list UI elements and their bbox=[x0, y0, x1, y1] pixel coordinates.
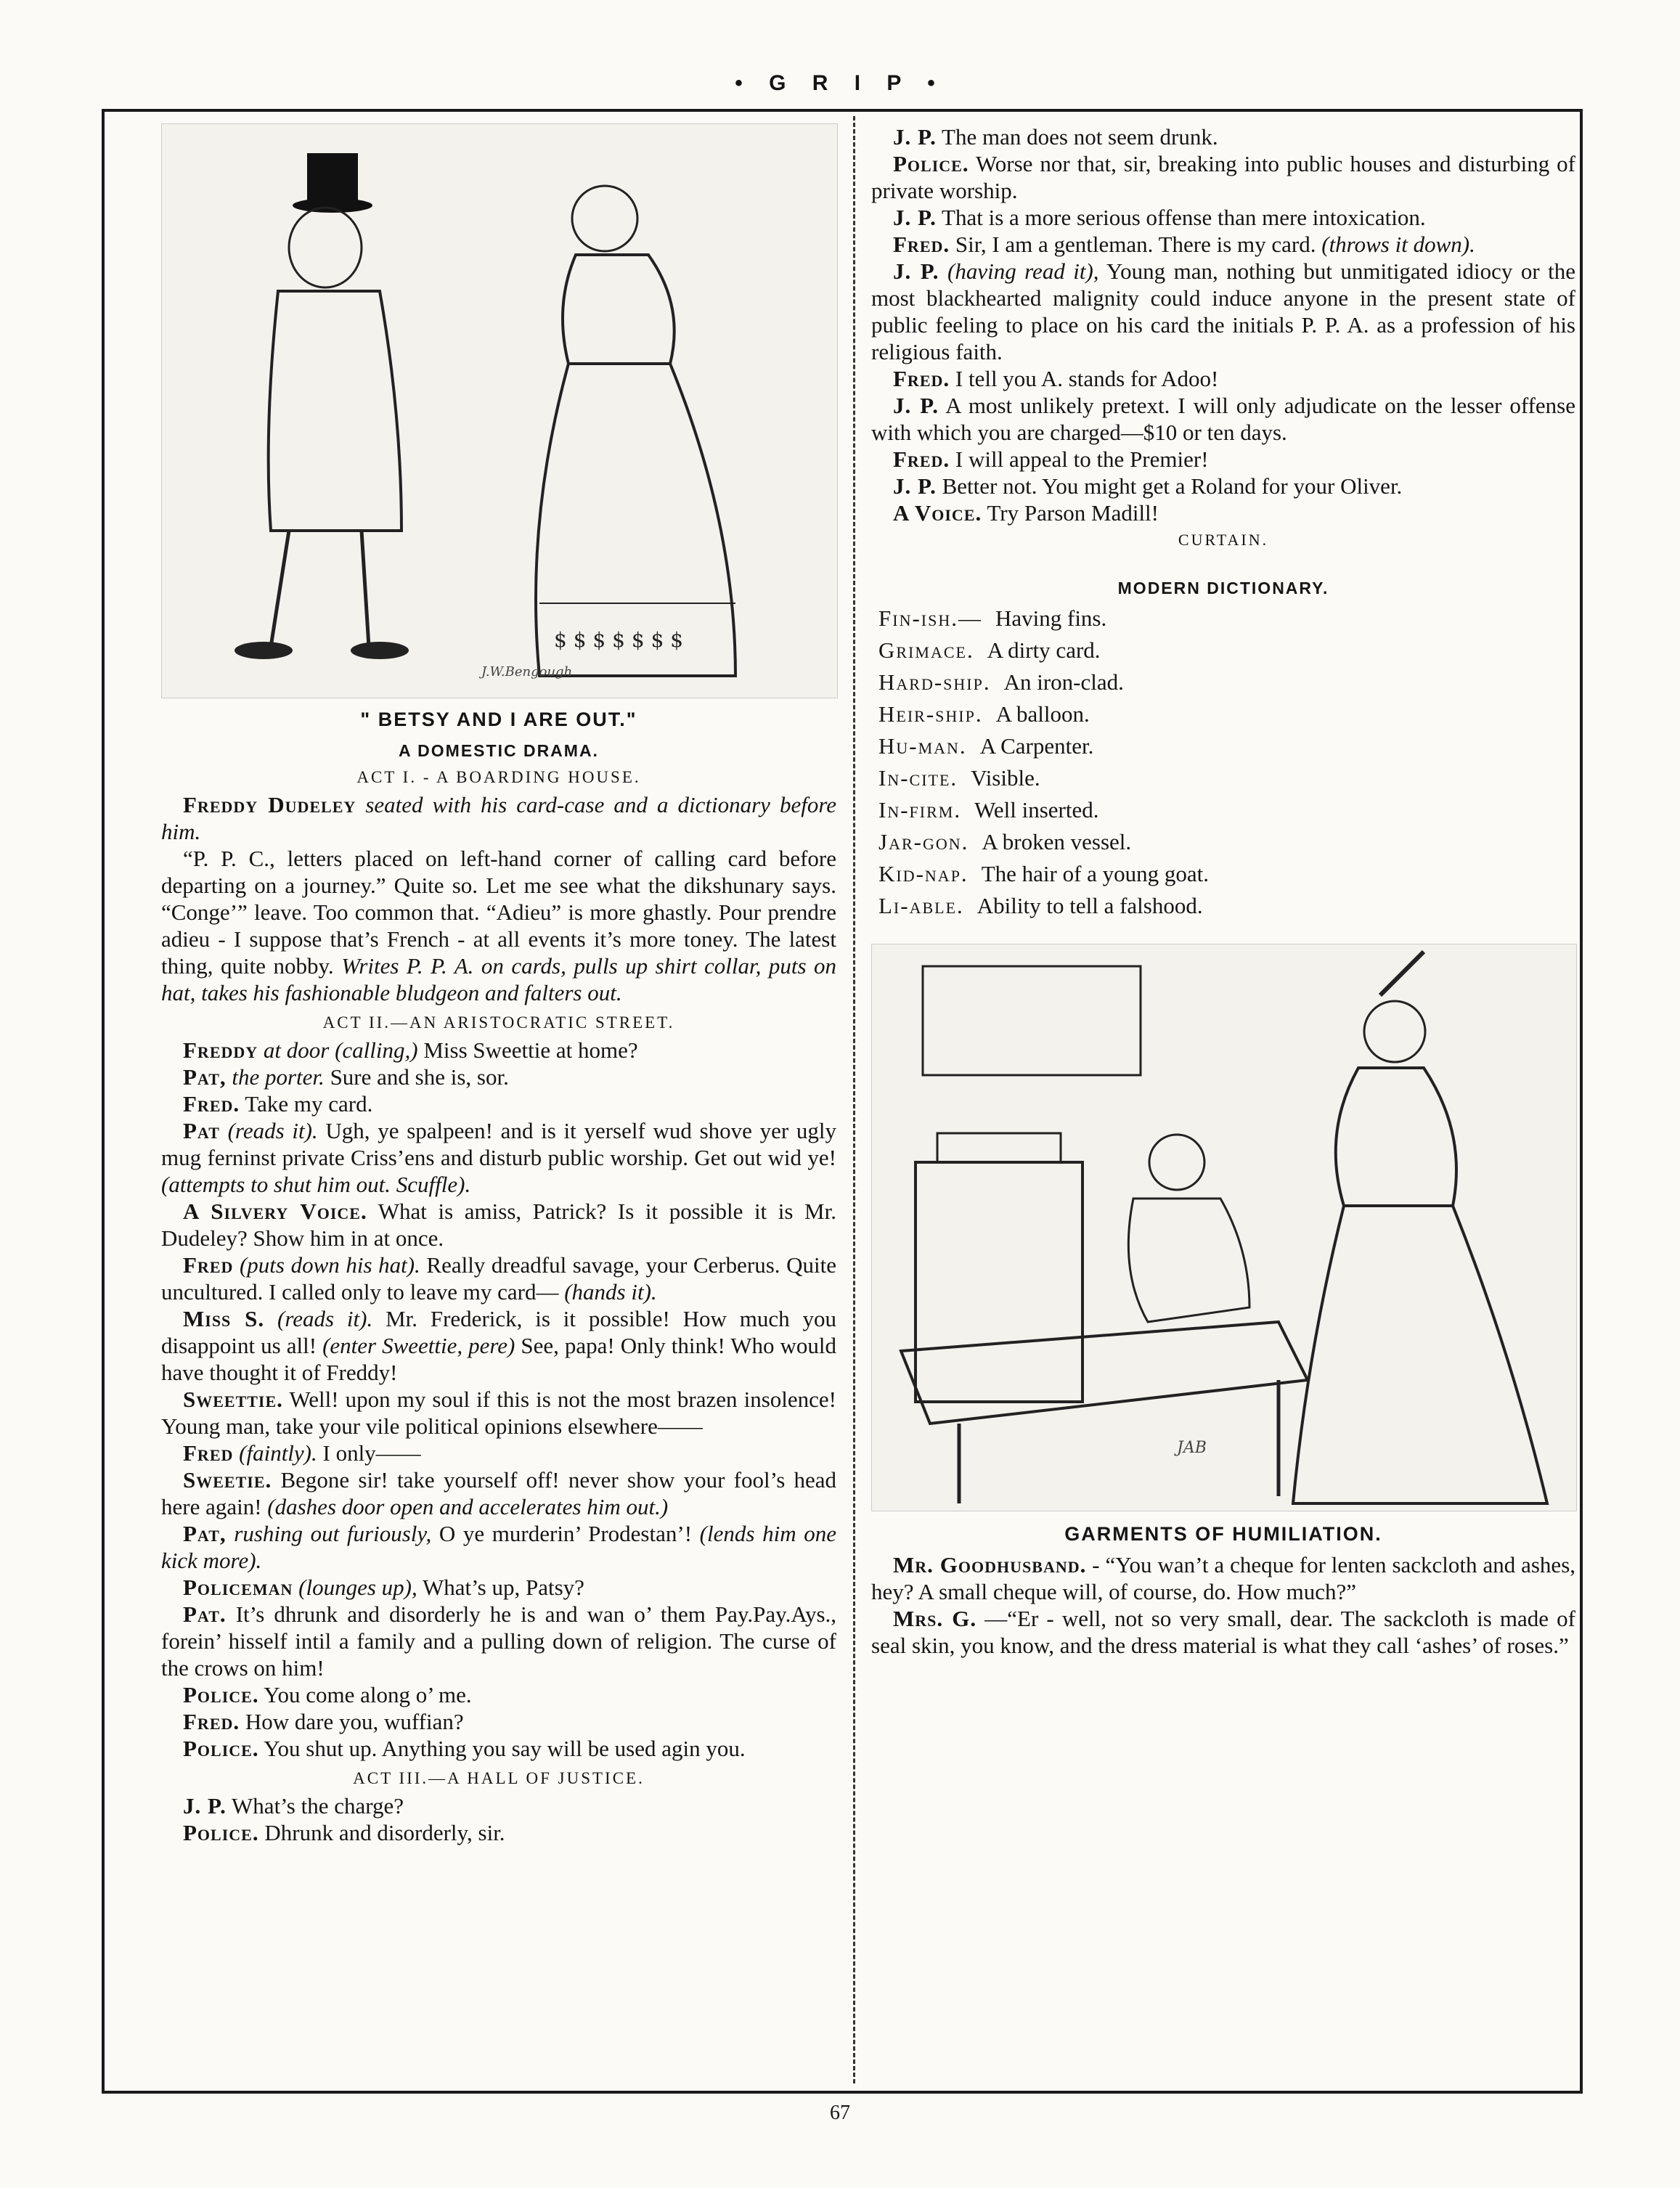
stage-direction: (lounges up), bbox=[298, 1575, 417, 1600]
dictionary-term: Kid-nap. bbox=[878, 861, 969, 886]
dictionary-term: In-cite. bbox=[878, 765, 958, 791]
speaker: Fred. bbox=[893, 232, 950, 257]
garments-dialogue bbox=[871, 1551, 1575, 1659]
dialogue-line bbox=[871, 1551, 1575, 1605]
dictionary-definition: The hair of a young goat. bbox=[981, 861, 1210, 886]
dialogue-line bbox=[161, 1601, 836, 1681]
speaker: Sweettie. bbox=[183, 1387, 283, 1412]
dialogue-line bbox=[161, 1520, 836, 1574]
dialogue-text: Begone sir! take yourself off! never show your fool’s head here again! bbox=[161, 1467, 837, 1519]
dialogue-line bbox=[161, 1386, 836, 1440]
act2-heading: ACT II.—AN ARISTOCRATIC STREET. bbox=[322, 1013, 675, 1032]
dialogue-text: That is a more serious offense than mere intoxication. bbox=[942, 205, 1426, 230]
dialogue-text: See, papa! Only think! Who would have thought it of Freddy! bbox=[161, 1333, 837, 1385]
speaker: J. P. bbox=[893, 393, 939, 418]
dialogue-text: Sure and she is, sor. bbox=[330, 1064, 509, 1090]
dictionary-term: Hu-man. bbox=[878, 733, 967, 759]
dictionary-entry bbox=[878, 730, 1575, 762]
dialogue-line bbox=[161, 1735, 836, 1762]
speaker: Mr. Goodhusband. bbox=[893, 1552, 1087, 1577]
dialogue-line bbox=[161, 1792, 836, 1819]
stage-direction: (having read it), bbox=[947, 258, 1099, 284]
cartoon-drawing bbox=[162, 124, 837, 698]
stage-direction: at door (calling,) bbox=[263, 1037, 418, 1063]
dialogue-line bbox=[871, 231, 1575, 258]
speaker: Pat, bbox=[183, 1521, 227, 1546]
stage-direction: (attempts to shut him out. Scuffle). bbox=[161, 1172, 471, 1197]
dictionary-entry bbox=[878, 794, 1575, 826]
speaker: Fred. bbox=[893, 366, 950, 391]
page-number: 67 bbox=[830, 2102, 850, 2124]
cartoon-drawing bbox=[872, 944, 1576, 1511]
dictionary-definition: A broken vessel. bbox=[982, 829, 1132, 854]
dictionary-entry bbox=[878, 603, 1575, 634]
dictionary-title: MODERN DICTIONARY. bbox=[1117, 579, 1329, 597]
speaker: J. P. bbox=[893, 205, 937, 230]
dictionary-term: In-firm. bbox=[878, 797, 962, 822]
dialogue-text: I will appeal to the Premier! bbox=[955, 446, 1209, 472]
dialogue-text: A most unlikely pretext. I will only adjudicate on the lesser offense with which you are charged—$10 or ten days. bbox=[871, 393, 1575, 445]
dialogue-text: Mr. Frederick, is it possible! How much you disappoint us all! bbox=[161, 1306, 836, 1358]
dialogue-line bbox=[871, 392, 1575, 446]
dialogue-text: Well! upon my soul if this is not the most brazen insolence! Young man, take your vile political opinions elsewhere—— bbox=[161, 1387, 836, 1439]
masthead: • G R I P • bbox=[735, 71, 945, 95]
stage-direction: (throws it down). bbox=[1321, 232, 1475, 257]
dialogue-text: You come along o’ me. bbox=[264, 1682, 472, 1707]
dialogue-text: Take my card. bbox=[245, 1091, 373, 1117]
garments-cartoon-illustration bbox=[871, 944, 1577, 1511]
dialogue-text: Worse nor that, sir, breaking into public houses and disturbing of private worship. bbox=[871, 151, 1575, 203]
speaker: Sweetie. bbox=[183, 1467, 272, 1493]
dialogue-line bbox=[871, 446, 1575, 473]
dialogue-line bbox=[161, 1064, 836, 1090]
stage-direction: (enter Sweettie, pere) bbox=[322, 1333, 515, 1358]
dictionary-entry bbox=[878, 698, 1575, 730]
dictionary-definition: An iron-clad. bbox=[1003, 669, 1124, 695]
speaker: Pat bbox=[183, 1118, 220, 1143]
dialogue-line bbox=[161, 1440, 836, 1466]
dialogue-text: I only—— bbox=[322, 1440, 421, 1466]
act3-heading: ACT III.—A HALL OF JUSTICE. bbox=[353, 1769, 645, 1787]
dialogue-line bbox=[161, 1198, 836, 1252]
stage-direction: (reads it). bbox=[227, 1118, 318, 1143]
dictionary-definition: Visible. bbox=[971, 765, 1040, 791]
dictionary-definition: Well inserted. bbox=[974, 797, 1099, 822]
act1-heading: ACT I. - A BOARDING HOUSE. bbox=[356, 768, 641, 786]
speaker: Pat, bbox=[183, 1064, 227, 1090]
dictionary-definition: Having fins. bbox=[995, 605, 1107, 631]
speaker: J. P. bbox=[183, 1793, 227, 1818]
dialogue-line bbox=[161, 1708, 836, 1735]
dictionary-definition: A balloon. bbox=[995, 701, 1090, 727]
speaker: Fred. bbox=[183, 1709, 240, 1734]
dictionary-entry bbox=[878, 826, 1575, 858]
dialogue-text: The man does not seem drunk. bbox=[942, 124, 1218, 150]
dialogue-text: Ugh, ye spalpeen! and is it yerself wud shove yer ugly mug ferninst private Criss’ens and disturb public worship. Get out wid ye! bbox=[161, 1118, 837, 1170]
dictionary-term: Hard-ship. bbox=[878, 669, 991, 695]
dictionary-term: Fin-ish.— bbox=[878, 605, 982, 631]
dialogue-line bbox=[161, 1090, 836, 1117]
dialogue-text: I tell you A. stands for Adoo! bbox=[955, 366, 1219, 391]
dialogue-text: Sir, I am a gentleman. There is my card. bbox=[955, 232, 1316, 257]
dialogue-line bbox=[161, 1117, 836, 1198]
dialogue-line bbox=[871, 123, 1575, 150]
dialogue-line bbox=[871, 365, 1575, 392]
dictionary-entry bbox=[878, 858, 1575, 890]
dialogue-line bbox=[871, 473, 1575, 499]
dictionary-definition: A dirty card. bbox=[987, 637, 1101, 663]
dialogue-text: What’s up, Patsy? bbox=[422, 1575, 584, 1600]
dialogue-text: Dhrunk and disorderly, sir. bbox=[264, 1820, 505, 1845]
dialogue-text: Really dreadful savage, your Cerberus. Quite uncultured. I called only to leave my card— bbox=[161, 1252, 836, 1305]
dialogue-line bbox=[161, 1466, 836, 1520]
dialogue-text: What is amiss, Patrick? Is it possible it is Mr. Dudeley? Show him in at once. bbox=[161, 1199, 836, 1251]
curtain-label: CURTAIN. bbox=[1178, 531, 1269, 549]
cartoon-title: " BETSY AND I ARE OUT." bbox=[360, 709, 637, 730]
cartoon-signature: JAB bbox=[1177, 1439, 1207, 1457]
dictionary-entry bbox=[878, 634, 1575, 666]
dialogue-text: —“Er - well, not so very small, dear. The sackcloth is made of seal skin, you know, and the dress material is what they call ‘ashes’ of roses.” bbox=[871, 1606, 1576, 1658]
stage-direction: the porter. bbox=[232, 1064, 325, 1090]
left-column bbox=[161, 123, 836, 1846]
dialogue-line bbox=[871, 499, 1575, 526]
dictionary-entry bbox=[878, 762, 1575, 794]
column-divider bbox=[853, 116, 855, 2083]
dialogue-line bbox=[161, 1305, 836, 1386]
dialogue-text: How dare you, wuffian? bbox=[245, 1709, 464, 1734]
dialogue-text: You shut up. Anything you say will be used agin you. bbox=[264, 1736, 746, 1761]
dictionary-list bbox=[871, 603, 1575, 922]
act1-stage-direction bbox=[161, 791, 836, 845]
dialogue: “P. P. C., letters placed on left-hand corner of calling card before departing on a journey.” Quite so. Let me see what the dikshunary says. “Conge’” leave. Too common that. “Adieu” is more ghastly. Pour prendre adieu - I suppose that’s French - at all events it’s more toney. The latest thing, quite nobby. bbox=[161, 846, 836, 979]
svg-text:$ $ $ $ $ $ $: $ $ $ $ $ $ $ bbox=[554, 628, 684, 652]
speaker: Fred bbox=[183, 1252, 234, 1278]
betsy-cartoon-illustration bbox=[161, 123, 838, 698]
dialogue-text: Miss Sweettie at home? bbox=[423, 1037, 638, 1063]
dictionary-definition: Ability to tell a falshood. bbox=[976, 893, 1203, 918]
stage-direction: Writes P. P. A. on cards, pulls up shirt collar, puts on hat, takes his fashionable bludgeon and falters out. bbox=[161, 953, 837, 1005]
stage-direction: (lends him one kick more). bbox=[161, 1521, 836, 1573]
stage-direction: (hands it). bbox=[564, 1279, 657, 1305]
speaker: Police. bbox=[893, 151, 969, 176]
act2-dialogue bbox=[161, 1037, 836, 1762]
dialogue-text: Try Parson Madill! bbox=[987, 500, 1159, 526]
drama-subtitle: A DOMESTIC DRAMA. bbox=[399, 741, 599, 760]
speaker: Police. bbox=[183, 1736, 259, 1761]
act3-dialogue bbox=[161, 1792, 836, 1846]
dialogue-line bbox=[161, 1252, 836, 1305]
speaker: Fred. bbox=[183, 1091, 240, 1117]
dialogue-line bbox=[871, 258, 1575, 365]
right-column bbox=[871, 123, 1575, 1659]
speaker: J. P. bbox=[893, 124, 937, 150]
act1-monologue bbox=[161, 845, 836, 1006]
stage-direction: (puts down his hat). bbox=[239, 1252, 420, 1278]
act3-continued-dialogue bbox=[871, 123, 1575, 526]
dialogue-text: Better not. You might get a Roland for your Oliver. bbox=[942, 473, 1403, 499]
cartoon-signature: J.W.Bengough bbox=[481, 664, 573, 679]
stage-direction: (dashes door open and accelerates him out.) bbox=[267, 1494, 669, 1519]
dictionary-term: Li-able. bbox=[878, 893, 964, 918]
dialogue-text: - “You wan’t a cheque for lenten sackcloth and ashes, hey? A small cheque will, of course, do. How much?” bbox=[871, 1552, 1576, 1604]
stage-direction: seated with his card-case and a dictionary before him. bbox=[161, 792, 837, 844]
dictionary-term: Jar-gon. bbox=[878, 829, 969, 854]
dictionary-entry bbox=[878, 890, 1575, 922]
dictionary-term: Grimace. bbox=[878, 637, 974, 663]
dialogue-line bbox=[871, 1605, 1575, 1659]
dictionary-definition: A Carpenter. bbox=[979, 733, 1094, 759]
stage-direction: (faintly). bbox=[239, 1440, 317, 1466]
speaker: Fred bbox=[183, 1440, 234, 1466]
stage-direction: rushing out furiously, bbox=[234, 1521, 432, 1546]
dialogue-line bbox=[161, 1681, 836, 1708]
speaker: Fred. bbox=[893, 446, 950, 472]
dictionary-term: Heir-ship. bbox=[878, 701, 983, 727]
dictionary-entry bbox=[878, 666, 1575, 698]
speaker: Mrs. G. bbox=[893, 1606, 977, 1631]
speaker: A Voice. bbox=[893, 500, 982, 526]
speaker: A Silvery Voice. bbox=[183, 1199, 367, 1224]
dialogue-line bbox=[871, 150, 1575, 204]
dialogue-text: What’s the charge? bbox=[232, 1793, 404, 1818]
dialogue-line bbox=[161, 1819, 836, 1846]
dialogue-line bbox=[161, 1037, 836, 1064]
speaker: Police. bbox=[183, 1820, 259, 1845]
garments-title: GARMENTS OF HUMILIATION. bbox=[1064, 1523, 1382, 1545]
speaker: J. P. bbox=[893, 473, 937, 499]
dialogue-line bbox=[161, 1574, 836, 1601]
speaker: Freddy Dudeley bbox=[183, 792, 356, 817]
dialogue-text: It’s dhrunk and disorderly he is and wan o’ them Pay.Pay.Ays., forein’ hisself intil a family and a pulling down of religion. The curse of the crows on him! bbox=[161, 1601, 837, 1681]
stage-direction: (reads it). bbox=[277, 1306, 373, 1331]
speaker: Police. bbox=[183, 1682, 259, 1707]
dialogue-line bbox=[871, 204, 1575, 231]
speaker: Miss S. bbox=[183, 1306, 265, 1331]
dialogue-text: O ye murderin’ Prodestan’! bbox=[439, 1521, 693, 1546]
dialogue-text: Young man, nothing but unmitigated idiocy or the most blackhearted malignity could induce anyone in the present state of public feeling to place on his card the initials P. P. A. as a profession of his religious faith. bbox=[871, 258, 1575, 364]
speaker: Freddy bbox=[183, 1037, 258, 1063]
speaker: J. P. bbox=[893, 258, 939, 284]
speaker: Pat. bbox=[183, 1601, 227, 1627]
speaker: Policeman bbox=[183, 1575, 293, 1600]
